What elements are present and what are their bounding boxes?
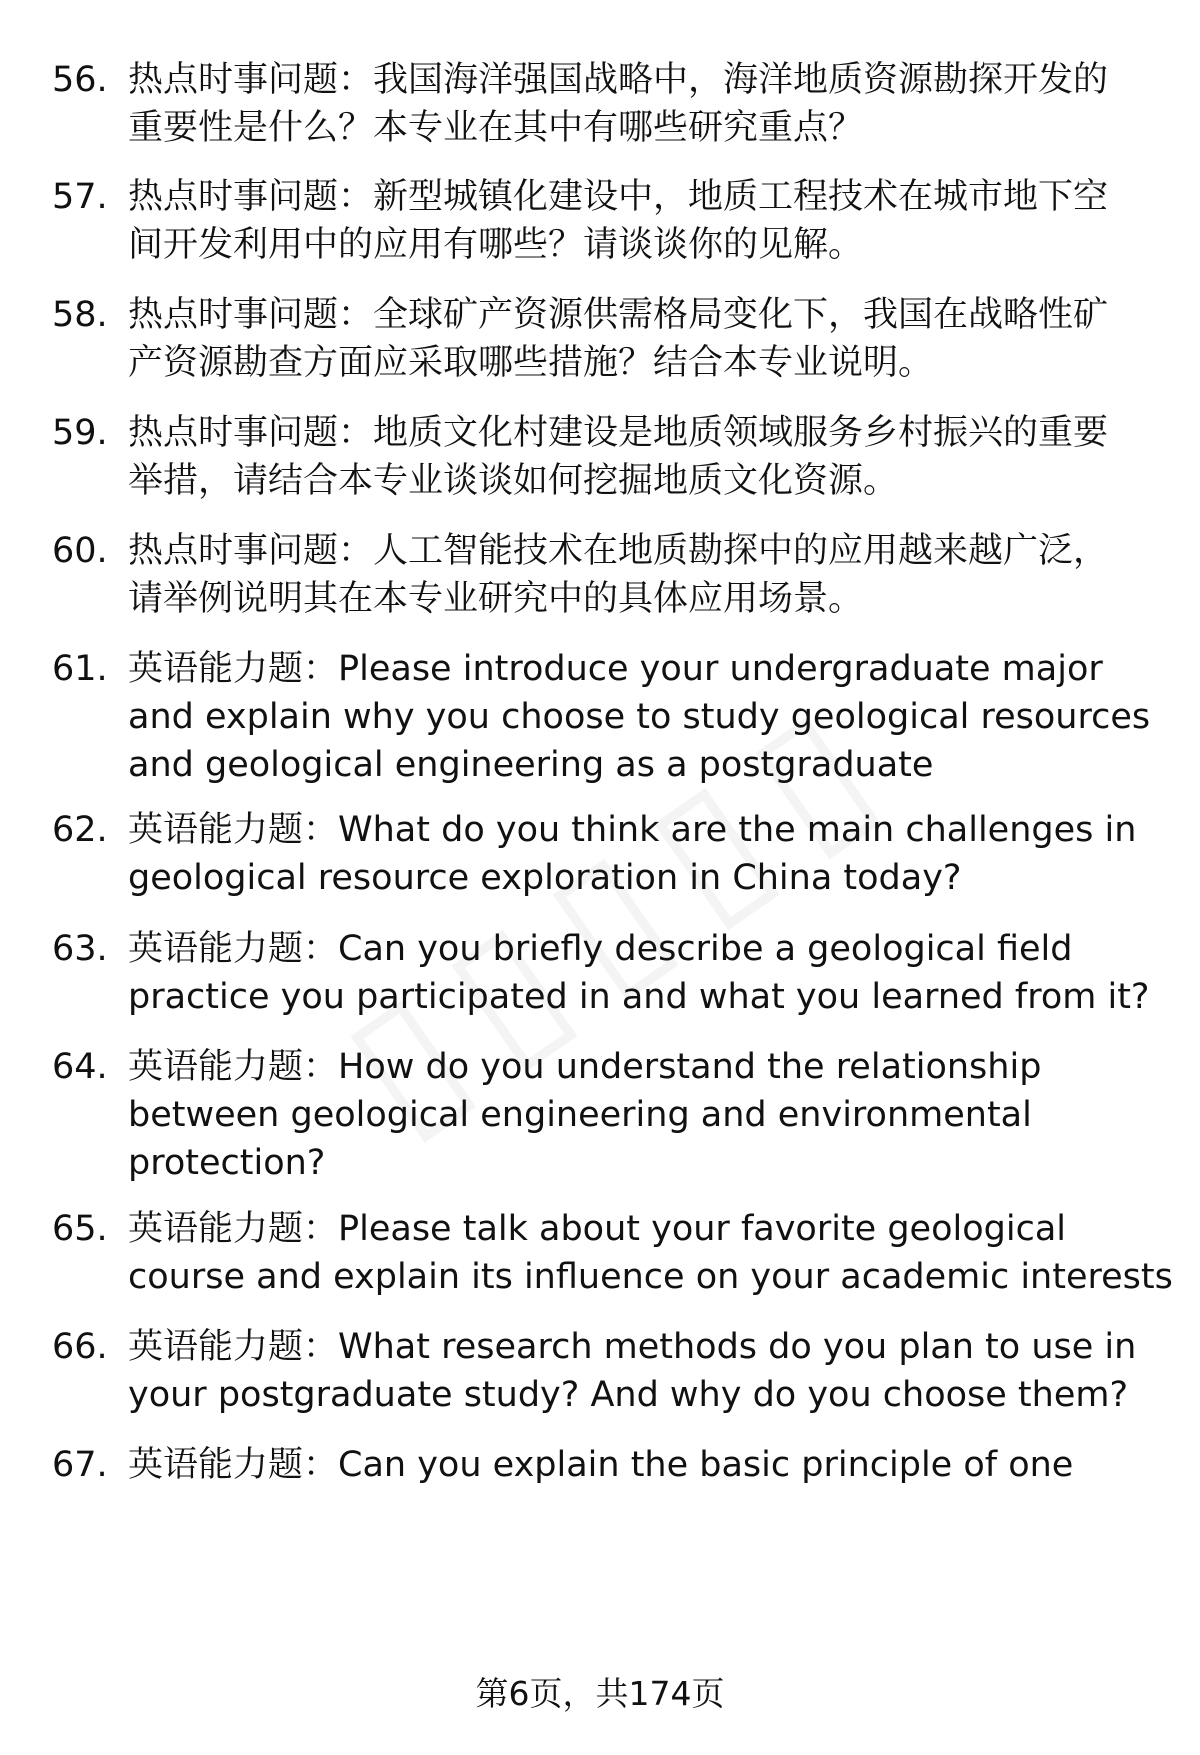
question-category: 英语能力题：: [128, 1047, 339, 1087]
question-text: [128, 925, 1150, 1021]
question-category: 英语能力题：: [128, 810, 339, 850]
question-number: 57.: [52, 177, 108, 217]
question-text: [128, 409, 1150, 505]
question-line: 新型城镇化建设中，地质工程技术在城市地下空: [373, 177, 1109, 217]
question-category: 热点时事问题：: [128, 413, 374, 453]
question-line: 间开发利用中的应用有哪些？请谈谈你的见解。: [128, 225, 864, 265]
question-number: 64.: [52, 1047, 108, 1087]
question-line: practice you participated in and what you learned from it?: [128, 977, 1150, 1017]
question-text: [128, 1323, 1150, 1419]
question-line: your postgraduate study? And why do you choose them?: [128, 1375, 1129, 1415]
question-text: [128, 291, 1150, 387]
question-line: and geological engineering as a postgraduate: [128, 745, 934, 785]
question-line: and explain why you choose to study geological resources: [128, 697, 1151, 737]
question-category: 英语能力题：: [128, 1445, 339, 1485]
question-number: 56.: [52, 60, 108, 100]
question-line: 重要性是什么？本专业在其中有哪些研究重点？: [128, 108, 864, 148]
question-number: 58.: [52, 295, 108, 335]
question-line: Can you briefly describe a geological field: [338, 929, 1073, 969]
question-line: between geological engineering and environmental: [128, 1095, 1032, 1135]
question-text: [128, 1205, 1173, 1301]
question-number: 63.: [52, 929, 108, 969]
question-line: geological resource exploration in China today?: [128, 858, 962, 898]
question-number: 61.: [52, 649, 108, 689]
question-number: 65.: [52, 1209, 108, 1249]
page-number-footer: 第6页，共174页: [475, 1674, 725, 1713]
question-line: course and explain its influence on your academic interests: [128, 1257, 1173, 1297]
question-line: What do you think are the main challenges in: [338, 810, 1137, 850]
question-category: 英语能力题：: [128, 1209, 339, 1249]
question-number: 66.: [52, 1327, 108, 1367]
question-text: [128, 806, 1150, 902]
question-line: Please introduce your undergraduate major: [338, 649, 1103, 689]
question-line: 我国海洋强国战略中，海洋地质资源勘探开发的: [373, 60, 1109, 100]
question-line: 请举例说明其在本专业研究中的具体应用场景。: [128, 579, 864, 619]
question-line: 产资源勘查方面应采取哪些措施？结合本专业说明。: [128, 343, 934, 383]
question-text: [128, 173, 1150, 269]
question-line: 人工智能技术在地质勘探中的应用越来越广泛，: [373, 531, 1109, 571]
question-line: Please talk about your favorite geological: [338, 1209, 1066, 1249]
question-category: 英语能力题：: [128, 1327, 339, 1367]
question-line: 举措，请结合本专业谈谈如何挖掘地质文化资源。: [128, 461, 899, 501]
question-text: [128, 56, 1150, 152]
question-category: 英语能力题：: [128, 929, 339, 969]
question-category: 热点时事问题：: [128, 295, 374, 335]
question-number: 60.: [52, 531, 108, 571]
question-text: [128, 645, 1150, 789]
question-text: [128, 1043, 1150, 1187]
question-text: [128, 527, 1150, 623]
question-category: 英语能力题：: [128, 649, 339, 689]
question-line: Can you explain the basic principle of one: [338, 1445, 1074, 1485]
question-number: 59.: [52, 413, 108, 453]
question-category: 热点时事问题：: [128, 531, 374, 571]
question-number: 67.: [52, 1445, 108, 1485]
question-category: 热点时事问题：: [128, 60, 374, 100]
question-category: 热点时事问题：: [128, 177, 374, 217]
question-text: [128, 1441, 1150, 1489]
question-line: 地质文化村建设是地质领域服务乡村振兴的重要: [373, 413, 1109, 453]
question-line: What research methods do you plan to use in: [338, 1327, 1137, 1367]
question-number: 62.: [52, 810, 108, 850]
question-line: protection?: [128, 1143, 326, 1183]
question-line: 全球矿产资源供需格局变化下，我国在战略性矿: [373, 295, 1109, 335]
question-line: How do you understand the relationship: [338, 1047, 1042, 1087]
